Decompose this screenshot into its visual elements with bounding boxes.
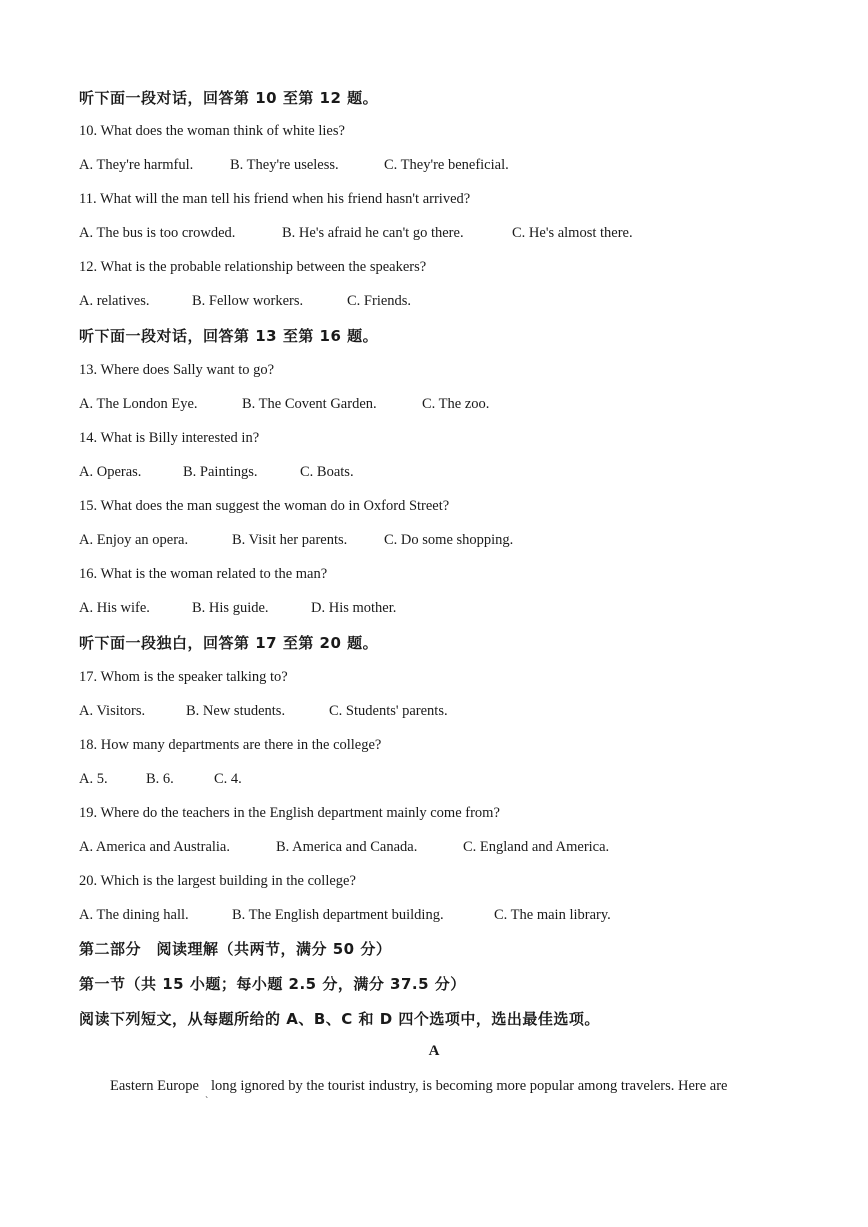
option-11c: C. He's almost there.: [512, 225, 633, 241]
options-15: [79, 530, 513, 550]
options-18: [79, 769, 242, 789]
option-20c: C. The main library.: [494, 907, 611, 923]
option-13a: A. The London Eye.: [79, 396, 198, 412]
passage-text-part-1: Eastern Europe: [110, 1078, 199, 1094]
stray-mark: `: [205, 1096, 209, 1107]
part2-title: 第二部分 阅读理解（共两节，满分 50 分）: [79, 940, 392, 958]
option-11b: B. He's afraid he can't go there.: [282, 225, 464, 241]
option-20a: A. The dining hall.: [79, 907, 189, 923]
option-12a: A. relatives.: [79, 293, 150, 309]
passage-letter: A: [428, 1043, 440, 1059]
question-13: 13. Where does Sally want to go?: [79, 362, 275, 378]
option-10b: B. They're useless.: [230, 157, 339, 173]
question-19: 19. Where do the teachers in the English department mainly come from?: [79, 805, 500, 821]
option-19a: A. America and Australia.: [79, 839, 230, 855]
options-10: [79, 155, 509, 175]
option-14c: C. Boats.: [300, 464, 354, 480]
options-14: [79, 462, 354, 482]
question-12: 12. What is the probable relationship between the speakers?: [79, 259, 427, 275]
option-18a: A. 5.: [79, 771, 108, 787]
options-16: [79, 598, 396, 618]
option-13c: C. The zoo.: [422, 396, 490, 412]
options-19: [79, 837, 609, 857]
option-15c: C. Do some shopping.: [384, 532, 514, 548]
option-17a: A. Visitors.: [79, 703, 146, 719]
question-10: 10. What does the woman think of white lies?: [79, 123, 345, 139]
option-16d: D. His mother.: [311, 600, 397, 616]
passage-text-part-2: long ignored by the tourist industry, is becoming more popular among travelers. Here are: [210, 1078, 728, 1094]
option-15a: A. Enjoy an opera.: [79, 532, 189, 548]
section-heading-17-20: 听下面一段独白，回答第 17 至第 20 题。: [79, 634, 379, 652]
question-20: 20. Which is the largest building in the college?: [79, 873, 356, 889]
option-15b: B. Visit her parents.: [232, 532, 348, 548]
options-12: [79, 291, 411, 311]
option-13b: B. The Covent Garden.: [242, 396, 377, 412]
option-18c: C. 4.: [214, 771, 242, 787]
question-16: 16. What is the woman related to the man?: [79, 566, 328, 582]
option-16b: B. His guide.: [192, 600, 269, 616]
option-12b: B. Fellow workers.: [192, 293, 304, 309]
option-16a: A. His wife.: [79, 600, 150, 616]
option-20b: B. The English department building.: [232, 907, 444, 923]
option-19b: B. America and Canada.: [276, 839, 418, 855]
options-17: [79, 701, 448, 721]
options-13: [79, 394, 489, 414]
option-10c: C. They're beneficial.: [384, 157, 509, 173]
option-12c: C. Friends.: [347, 293, 412, 309]
passage-first-line: [110, 1076, 727, 1096]
option-19c: C. England and America.: [463, 839, 610, 855]
section-heading-10-12: 听下面一段对话，回答第 10 至第 12 题。: [79, 89, 379, 107]
section-heading-13-16: 听下面一段对话，回答第 13 至第 16 题。: [79, 327, 379, 345]
part2-section1-title: 第一节（共 15 小题；每小题 2.5 分，满分 37.5 分）: [79, 975, 466, 993]
question-17: 17. Whom is the speaker talking to?: [79, 669, 288, 685]
option-18b: B. 6.: [146, 771, 174, 787]
option-11a: A. The bus is too crowded.: [79, 225, 236, 241]
question-18: 18. How many departments are there in the college?: [79, 737, 382, 753]
question-15: 15. What does the man suggest the woman do in Oxford Street?: [79, 498, 450, 514]
option-17b: B. New students.: [186, 703, 286, 719]
options-11: [79, 223, 633, 243]
option-14a: A. Operas.: [79, 464, 142, 480]
option-14b: B. Paintings.: [183, 464, 258, 480]
reading-instruction: 阅读下列短文，从每题所给的 A、B、C 和 D 四个选项中，选出最佳选项。: [79, 1010, 600, 1028]
option-17c: C. Students' parents.: [329, 703, 448, 719]
question-14: 14. What is Billy interested in?: [79, 430, 260, 446]
options-20: [79, 905, 611, 925]
option-10a: A. They're harmful.: [79, 157, 194, 173]
question-11: 11. What will the man tell his friend when his friend hasn't arrived?: [79, 191, 471, 207]
